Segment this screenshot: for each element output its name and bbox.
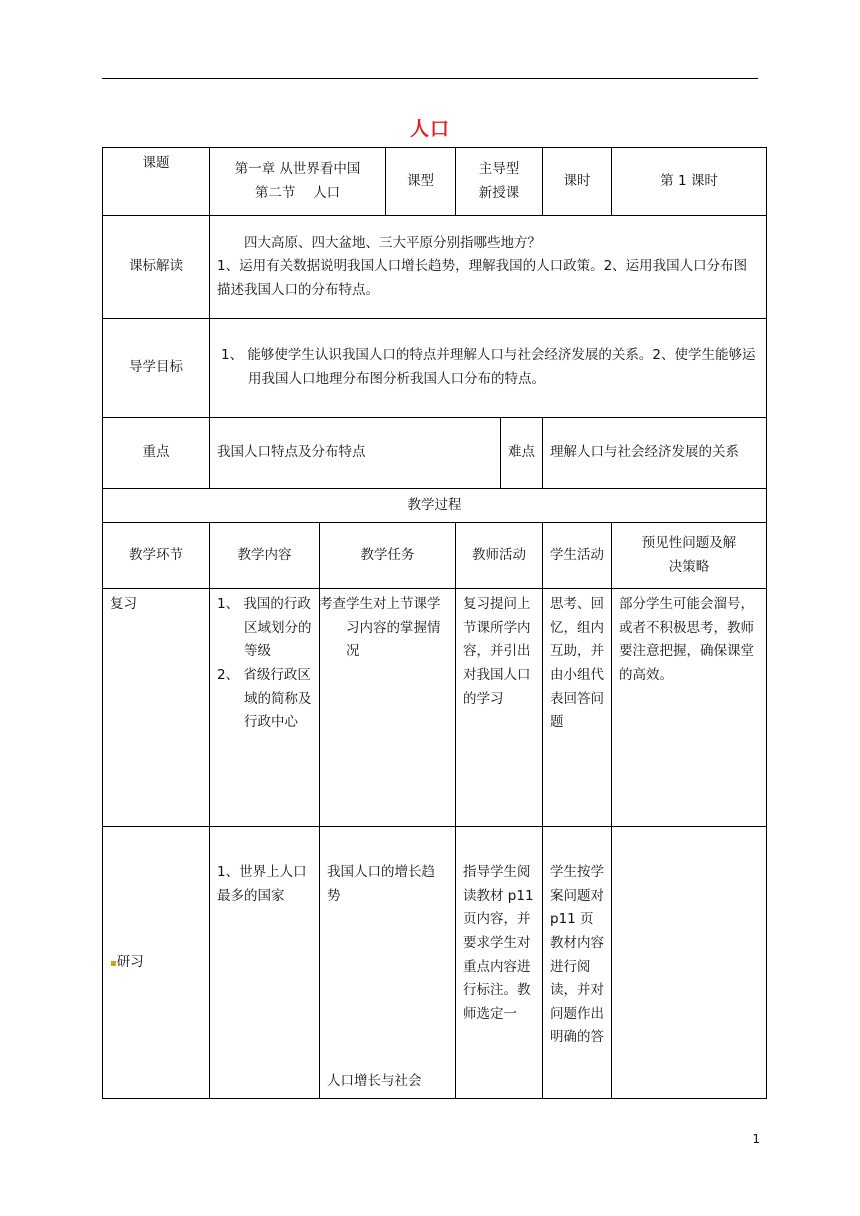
standard-question: 四大高原、四大盆地、三大平原分别指哪些地方？ — [244, 234, 541, 251]
goals-text: 1、 能够使学生认识我国人口的特点并理解人口与社会经济发展的关系。2、使学生能够运用我国人口地理分布图分析我国人口分布的特点。 — [210, 319, 767, 418]
standard-content — [210, 216, 767, 319]
col-content: 教学内容 — [210, 523, 320, 589]
page-number: 1 — [752, 1132, 760, 1146]
period-label: 课时 — [543, 148, 612, 216]
difficulty-value: 理解人口与社会经济发展的关系 — [543, 418, 767, 489]
review-strategy: 部分学生可能会溜号，或者不积极思考，教师要注意把握，确保课堂的高效。 — [612, 589, 767, 827]
review-teacher: 复习提问上节课所学内容，并引出对我国人口的学习 — [456, 589, 543, 827]
review-student: 思考、回忆，组内互助，并由小组代表回答问题 — [543, 589, 612, 827]
type-value: 主导型 新授课 — [456, 148, 543, 216]
type-label: 课型 — [386, 148, 456, 216]
process-title: 教学过程 — [103, 489, 767, 523]
subject-label: 课题 — [103, 148, 210, 216]
study-content: 1、世界上人口最多的国家 — [210, 827, 320, 1099]
col-task: 教学任务 — [320, 523, 456, 589]
standard-label: 课标解读 — [103, 216, 210, 319]
key-label: 重点 — [103, 418, 210, 489]
col-stage: 教学环节 — [103, 523, 210, 589]
key-value: 我国人口特点及分布特点 — [210, 418, 501, 489]
col-teacher: 教师活动 — [456, 523, 543, 589]
document-title: 人口 — [409, 118, 450, 140]
study-row — [103, 827, 767, 1099]
study-student: 学生按学案问题对 p11 页教材内容进行阅读，并对问题作出明确的答 — [543, 827, 612, 1099]
standard-text: 1、运用有关数据说明我国人口增长趋势，理解我国的人口政策。2、运用我国人口分布图描述我国人口的分布特点。 — [217, 258, 748, 298]
col-strategy: 预见性问题及解 决策略 — [612, 523, 767, 589]
review-task: 考查学生对上节课学习内容的掌握情况 — [320, 589, 456, 827]
study-task: 我国人口的增长趋势 人口增长与社会 — [320, 827, 456, 1099]
header-row — [103, 148, 767, 216]
review-row — [103, 589, 767, 827]
goals-row — [103, 319, 767, 418]
subject-value: 第一章 从世界看中国 第二节 人口 — [210, 148, 386, 216]
key-row — [103, 418, 767, 489]
process-title-row — [103, 489, 767, 523]
process-header-row — [103, 523, 767, 589]
header-rule — [102, 78, 758, 79]
study-strategy — [612, 827, 767, 1099]
period-value: 第 1 课时 — [612, 148, 767, 216]
review-content: 1、 我国的行政区域划分的等级 2、 省级行政区域的简称及行政中心 — [210, 589, 320, 827]
difficulty-label: 难点 — [501, 418, 543, 489]
goals-label: 导学目标 — [103, 319, 210, 418]
study-stage: ▪研习 — [103, 827, 210, 1099]
standard-row — [103, 216, 767, 319]
review-stage: 复习 — [103, 589, 210, 827]
lesson-plan-table — [102, 147, 767, 1099]
col-student: 学生活动 — [543, 523, 612, 589]
study-teacher: 指导学生阅读教材 p11 页内容，并要求学生对重点内容进行标注。教师选定一 — [456, 827, 543, 1099]
